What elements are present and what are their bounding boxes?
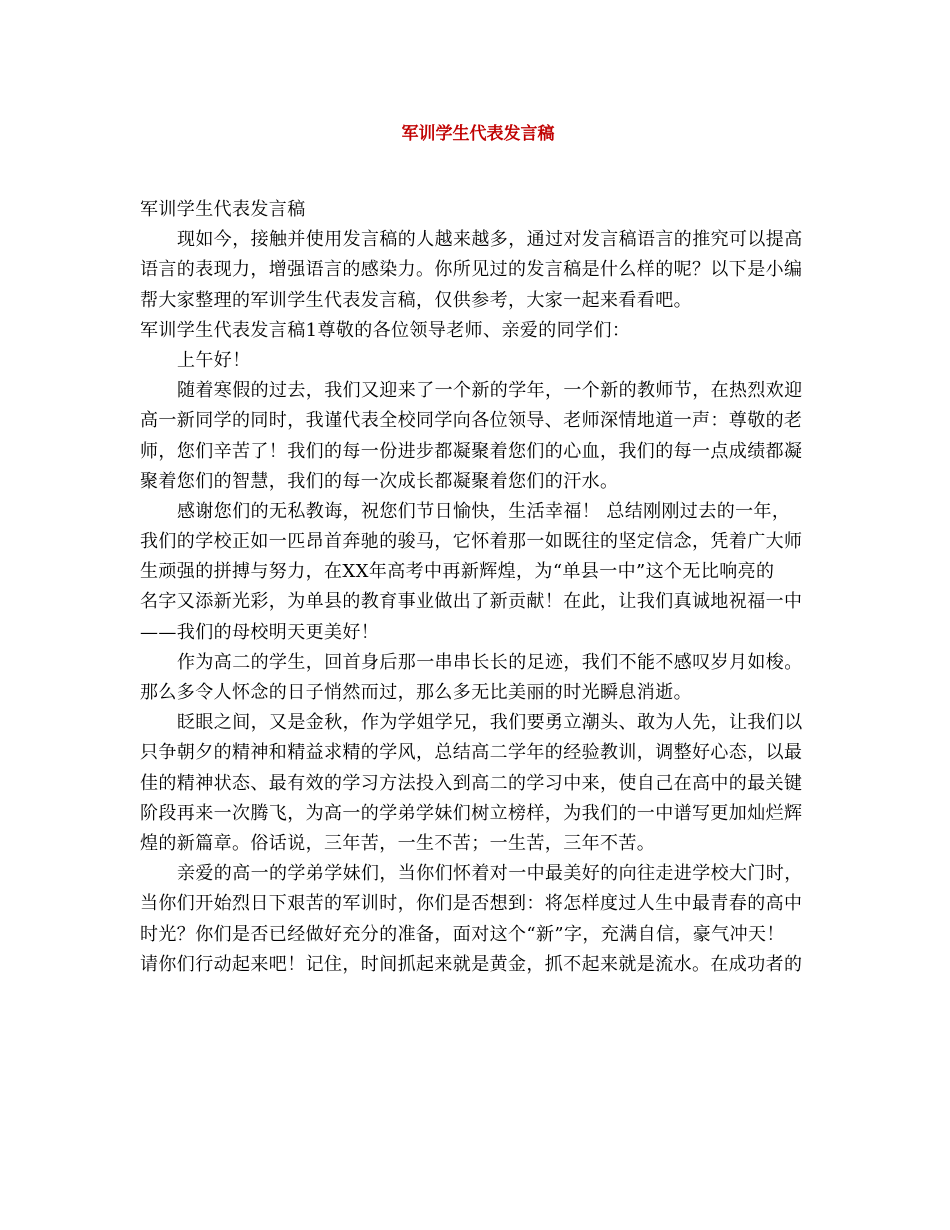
document-page bbox=[140, 0, 816, 1230]
paragraph-line: 当你们开始烈日下艰苦的军训时，你们是否想到：将怎样度过人生中最青春的高中 bbox=[140, 893, 803, 915]
paragraph-line: 现如今，接触并使用发言稿的人越来越多，通过对发言稿语言的推究可以提高 bbox=[177, 229, 803, 251]
paragraph-line: 聚着您们的智慧，我们的每一次成长都凝聚着您们的汗水。 bbox=[140, 470, 619, 492]
paragraph-line: 上午好！ bbox=[177, 349, 251, 371]
paragraph-line: 眨眼之间，又是金秋，作为学姐学兄，我们要勇立潮头、敢为人先，让我们以 bbox=[177, 712, 803, 734]
paragraph-line: ——我们的母校明天更美好！ bbox=[140, 621, 380, 643]
paragraph-line: 师，您们辛苦了！我们的每一份进步都凝聚着您们的心血，我们的每一点成绩都凝 bbox=[140, 440, 803, 462]
paragraph-line: 亲爱的高一的学弟学妹们，当你们怀着对一中最美好的向往走进学校大门时， bbox=[177, 863, 803, 885]
paragraph-line: 时光？你们是否已经做好充分的准备，面对这个“新”字，充满自信，豪气冲天！ bbox=[140, 923, 785, 945]
paragraph-line: 帮大家整理的军训学生代表发言稿，仅供参考，大家一起来看看吧。 bbox=[140, 289, 692, 311]
paragraph-line: 请你们行动起来吧！记住，时间抓起来就是黄金，抓不起来就是流水。在成功者的 bbox=[140, 953, 803, 975]
paragraph-line: 只争朝夕的精神和精益求精的学风，总结高二学年的经验教训，调整好心态，以最 bbox=[140, 742, 803, 764]
section-heading-line: 军训学生代表发言稿1尊敬的各位领导老师、亲爱的同学们： bbox=[140, 319, 631, 341]
subtitle-line: 军训学生代表发言稿 bbox=[140, 199, 306, 220]
document-body bbox=[140, 195, 816, 980]
paragraph-line: 语言的表现力，增强语言的感染力。你所见过的发言稿是什么样的呢？以下是小编 bbox=[140, 259, 803, 281]
paragraph-line: 高一新同学的同时，我谨代表全校同学向各位领导、老师深情地道一声：尊敬的老 bbox=[140, 410, 803, 432]
paragraph-line: 我们的学校正如一匹昂首奔驰的骏马，它怀着那一如既往的坚定信念，凭着广大师 bbox=[140, 531, 803, 553]
paragraph-line: 名字又添新光彩，为单县的教育事业做出了新贡献！在此，让我们真诚地祝福一中 bbox=[140, 591, 803, 613]
paragraph-line: 煌的新篇章。俗话说，三年苦，一生不苦；一生苦，三年不苦。 bbox=[140, 832, 656, 854]
paragraph-line: 作为高二的学生，回首身后那一串串长长的足迹，我们不能不感叹岁月如梭。 bbox=[177, 651, 803, 673]
paragraph-line: 阶段再来一次腾飞，为高一的学弟学妹们树立榜样，为我们的一中谱写更加灿烂辉 bbox=[140, 802, 803, 824]
paragraph-line: 那么多令人怀念的日子悄然而过，那么多无比美丽的时光瞬息消逝。 bbox=[140, 682, 692, 703]
paragraph-line: 佳的精神状态、最有效的学习方法投入到高二的学习中来，使自己在高中的最关键 bbox=[140, 772, 803, 794]
paragraph-line: 随着寒假的过去，我们又迎来了一个新的学年，一个新的教师节，在热烈欢迎 bbox=[177, 380, 803, 402]
document-title: 军训学生代表发言稿 bbox=[401, 124, 555, 144]
paragraph-line: 感谢您们的无私教诲，祝您们节日愉快，生活幸福！ 总结刚刚过去的一年， bbox=[177, 500, 791, 522]
paragraph-line: 生顽强的拼搏与努力，在XX年高考中再新辉煌，为“单县一中”这个无比响亮的 bbox=[140, 561, 775, 583]
